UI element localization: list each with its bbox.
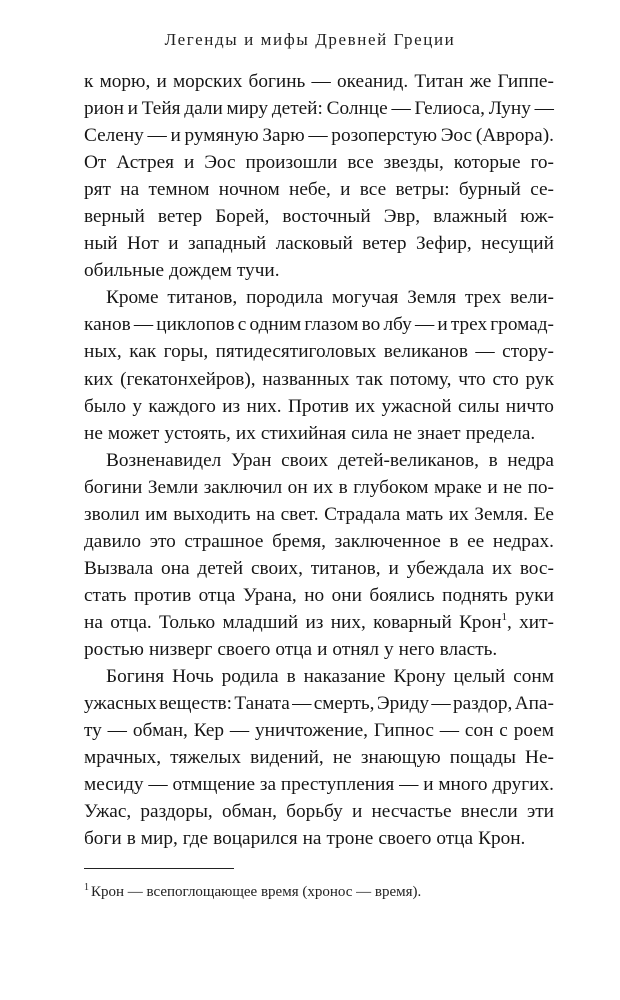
word: эти: [526, 801, 554, 823]
word: недра: [507, 449, 554, 471]
word: их: [448, 503, 469, 525]
text-line: [84, 122, 554, 149]
word: и: [487, 476, 498, 498]
text-line: [84, 717, 554, 744]
word: целый: [453, 666, 506, 688]
word: и: [170, 125, 181, 147]
word: Урана,: [242, 584, 297, 606]
word: ужасной: [381, 395, 452, 417]
word: не: [393, 422, 413, 444]
word: пятидесятиголовых: [215, 341, 377, 363]
word: своих: [281, 449, 329, 471]
text-line: [84, 68, 554, 95]
body-text: [84, 68, 554, 852]
word: ничто: [505, 395, 554, 417]
word: глубоком: [353, 476, 429, 498]
word: так: [356, 368, 383, 390]
word: —: [148, 774, 168, 796]
word: Крону: [393, 666, 446, 688]
word: ночном: [218, 179, 280, 201]
word: в: [449, 530, 459, 552]
word: на: [84, 611, 103, 633]
word: в: [126, 828, 136, 850]
word: борьбу: [286, 801, 343, 823]
word: титанов,: [310, 557, 381, 579]
word: отнял: [332, 638, 380, 660]
footnote-rule: [84, 868, 234, 869]
word: во: [361, 314, 381, 336]
word: них,: [330, 611, 366, 633]
word: выходить: [173, 503, 251, 525]
word: все: [347, 152, 374, 174]
word: —: [431, 693, 451, 715]
word: Астрея: [116, 152, 175, 174]
word: ный: [84, 233, 118, 255]
word: —: [229, 720, 250, 742]
word: их: [355, 395, 376, 417]
word: она: [161, 557, 190, 579]
footnote: [84, 884, 421, 901]
word: океанид.: [337, 71, 409, 92]
word: обман,: [132, 720, 188, 742]
word: Крон.: [478, 828, 526, 850]
word: богинь: [248, 71, 306, 92]
word: ту: [84, 720, 102, 742]
word: —: [534, 98, 554, 120]
word: видений,: [250, 747, 324, 769]
text-line: [84, 582, 554, 609]
word: рук: [525, 368, 554, 390]
paragraph: [84, 68, 554, 284]
running-head: Легенды и мифы Древней Греции: [164, 30, 456, 49]
text-line: [84, 311, 554, 338]
word: которые: [453, 152, 521, 174]
word: наказание: [303, 666, 386, 688]
word: и: [156, 71, 167, 92]
word: стать: [84, 584, 127, 606]
paragraph: [84, 284, 554, 446]
word: детей:: [271, 98, 323, 120]
word: ее: [467, 530, 485, 552]
word: с: [237, 314, 247, 336]
word: Против: [288, 395, 349, 417]
word: несчастье: [371, 801, 452, 823]
word: мраке: [433, 476, 482, 498]
word: боялись: [369, 584, 435, 606]
word: тяжелых: [170, 747, 242, 769]
word: горы,: [163, 341, 209, 363]
text-line: [84, 176, 554, 203]
word: вос-: [519, 557, 554, 579]
word: —: [414, 314, 435, 336]
text-line: [84, 230, 554, 257]
word: из: [305, 611, 324, 633]
word: детей: [197, 557, 244, 579]
word: румяную: [184, 125, 259, 147]
word: Ужас,: [84, 801, 132, 823]
word: Эос: [440, 125, 473, 147]
word: дождем: [169, 260, 232, 282]
word: раздоры,: [140, 801, 213, 823]
word: силы: [457, 395, 500, 417]
word: произошли: [245, 152, 338, 174]
word: сила: [351, 422, 389, 444]
word: одним: [249, 314, 302, 336]
word: зволил: [84, 503, 140, 525]
word: воцарился: [213, 828, 298, 850]
word: он: [287, 476, 308, 498]
word: недрах.: [492, 530, 554, 552]
word: названных: [262, 368, 350, 390]
word: них.: [246, 395, 282, 417]
word: Возненавидел: [106, 449, 222, 471]
word: морских: [172, 71, 243, 92]
word: него: [398, 638, 435, 660]
word: они: [331, 584, 362, 606]
word: заключил: [203, 476, 283, 498]
word: Титан: [414, 71, 464, 92]
word: боги: [84, 828, 122, 850]
word: к: [84, 71, 94, 92]
paragraph: [84, 447, 554, 663]
word: много: [438, 774, 488, 796]
text-line: [84, 528, 554, 555]
word: мрачных,: [84, 747, 162, 769]
word: Земли: [147, 476, 199, 498]
word: ветры:: [395, 179, 450, 201]
word: (Аврора).: [475, 125, 554, 147]
text-line: [84, 663, 554, 690]
word: своего: [378, 828, 432, 850]
word: роем: [513, 720, 554, 742]
word: ростью: [84, 638, 144, 660]
word: рион: [84, 98, 124, 120]
word: верный: [84, 206, 145, 228]
word: на: [256, 503, 276, 525]
word: богини: [84, 476, 143, 498]
word: свет.: [280, 503, 319, 525]
word: Тейя: [141, 98, 181, 120]
word: мир,: [140, 828, 178, 850]
text-line: [84, 744, 554, 771]
word: Земля: [407, 287, 457, 309]
paragraph: [84, 663, 554, 852]
word: раздор,: [452, 693, 513, 715]
word: Ее: [533, 503, 554, 525]
word: давило: [84, 530, 142, 552]
word: пощады: [449, 747, 516, 769]
word: ных,: [84, 341, 122, 363]
word: обман,: [221, 801, 277, 823]
text-line: [84, 501, 554, 528]
word: может: [107, 422, 160, 444]
word: Апа-: [514, 693, 554, 715]
word: Гелиоса,: [414, 98, 485, 120]
word: страшное: [184, 530, 264, 552]
word: отмщение: [172, 774, 256, 796]
word: Ночь: [172, 666, 214, 688]
word: устоять,: [164, 422, 231, 444]
word: Солнце: [326, 98, 388, 120]
word: сонм: [513, 666, 554, 688]
word: породила: [246, 287, 324, 309]
word: Гиппе-: [497, 71, 554, 92]
word: не: [332, 747, 352, 769]
word: великанов: [383, 341, 468, 363]
word: в: [338, 476, 348, 498]
word: канов: [84, 314, 131, 336]
word: миру: [226, 98, 269, 120]
word: это: [149, 530, 176, 552]
word: тучи.: [236, 260, 280, 282]
text-line: [84, 366, 554, 393]
word: отца.: [110, 611, 152, 633]
word: каждого: [148, 395, 216, 417]
word: и: [127, 98, 138, 120]
word: могучая: [331, 287, 399, 309]
word: веществ:: [159, 693, 232, 715]
text-line: [84, 609, 554, 636]
word: Зефир,: [415, 233, 472, 255]
word: —: [391, 98, 411, 120]
word: Кроме: [106, 287, 159, 309]
word: из: [222, 395, 241, 417]
word: Эвр,: [383, 206, 421, 228]
word: вели-: [510, 287, 554, 309]
word: не: [503, 476, 523, 498]
word: и: [317, 638, 328, 660]
word: Луну: [488, 98, 531, 120]
word: циклопов: [156, 314, 235, 336]
text-line: [84, 149, 554, 176]
word: Земля.: [474, 503, 529, 525]
word: Кер: [193, 720, 225, 742]
word: им: [145, 503, 168, 525]
footnote-number: 1: [84, 882, 89, 893]
word: —: [439, 720, 460, 742]
word: заключенное: [334, 530, 441, 552]
word: Только: [159, 611, 216, 633]
word: мать: [405, 503, 444, 525]
word: своего: [217, 638, 271, 660]
word: —: [133, 314, 154, 336]
word: и: [437, 314, 448, 336]
word: низверг: [148, 638, 213, 660]
word: От: [84, 152, 107, 174]
word: руки: [515, 584, 554, 606]
word: громад-: [490, 314, 554, 336]
word: знающую: [360, 747, 441, 769]
text-line: [84, 203, 554, 230]
word: у: [384, 638, 394, 660]
word: что: [458, 368, 486, 390]
text-line: [84, 257, 554, 284]
word: бремя,: [272, 530, 326, 552]
text-line: [84, 393, 554, 420]
word: —: [475, 341, 495, 363]
word: трех: [464, 287, 502, 309]
word: как: [129, 341, 157, 363]
text-line: [84, 690, 554, 717]
word: ужасных: [84, 693, 157, 715]
word: отца: [198, 584, 236, 606]
text-line: [84, 420, 554, 447]
word: сто: [492, 368, 519, 390]
word: отца: [275, 638, 313, 660]
word: Страдала: [324, 503, 401, 525]
word: хит-: [519, 611, 554, 633]
word: в: [488, 449, 498, 471]
word: отца: [436, 828, 474, 850]
word: уничтожение,: [255, 720, 368, 742]
word: —: [399, 774, 419, 796]
word: лбу: [383, 314, 412, 336]
word: все: [359, 179, 387, 201]
word: юж-: [520, 206, 554, 228]
word: Борей,: [215, 206, 270, 228]
text-line: [84, 474, 554, 501]
word: их: [235, 422, 256, 444]
word: и: [168, 233, 179, 255]
word: ких: [84, 368, 114, 390]
word: (гекатонхейров),: [120, 368, 256, 390]
word: с: [499, 720, 508, 742]
word: месиду: [84, 774, 144, 796]
footnote-text: Крон — всепоглощающее время (хронос — время).: [91, 884, 422, 900]
word: Зарю: [262, 125, 305, 147]
word: у: [132, 395, 143, 417]
word: глазом: [304, 314, 359, 336]
word: других.: [492, 774, 554, 796]
word: за: [259, 774, 277, 796]
word: Крон1,: [459, 610, 512, 633]
word: поднять: [442, 584, 508, 606]
word: Эриду: [376, 693, 429, 715]
word: —: [311, 71, 331, 92]
word: по-: [527, 476, 554, 498]
word: —: [147, 125, 167, 147]
text-line: [84, 825, 554, 852]
word: восточный: [282, 206, 371, 228]
text-line: [84, 284, 554, 311]
word: розоперстую: [331, 125, 438, 147]
word: Вызвала: [84, 557, 154, 579]
word: своих,: [250, 557, 303, 579]
text-line: [84, 447, 554, 474]
word: ветер: [362, 233, 407, 255]
word: предела.: [465, 422, 536, 444]
word: дали: [184, 98, 223, 120]
word: —: [107, 720, 127, 742]
word: Эос: [204, 152, 236, 174]
text-line: [84, 771, 554, 798]
word: преступления: [280, 774, 395, 796]
word: и: [423, 774, 434, 796]
word: бурный: [458, 179, 521, 201]
word: против: [133, 584, 192, 606]
word: обильные: [84, 260, 165, 282]
word: го-: [530, 152, 554, 174]
word: западный: [188, 233, 267, 255]
word: стору-: [502, 341, 554, 363]
word: знает: [417, 422, 461, 444]
word: детей-великанов,: [337, 449, 479, 471]
word: внесли: [460, 801, 518, 823]
word: —: [292, 693, 312, 715]
word: се-: [530, 179, 554, 201]
text-line: [84, 798, 554, 825]
word: родила: [221, 666, 279, 688]
word: несущий: [481, 233, 554, 255]
word: трех: [450, 314, 488, 336]
word: не: [84, 422, 103, 444]
word: их: [313, 476, 334, 498]
word: Гипнос: [373, 720, 434, 742]
word: влажный: [433, 206, 508, 228]
word: стихийная: [260, 422, 347, 444]
word: коварный: [373, 611, 452, 633]
word: было: [84, 395, 127, 417]
word: Богиня: [106, 666, 165, 688]
word: Таната: [234, 693, 290, 715]
word: Селену: [84, 125, 144, 147]
word: и: [183, 152, 195, 174]
word: сон: [464, 720, 494, 742]
word: смерть,: [313, 693, 375, 715]
word: потому,: [389, 368, 452, 390]
text-line: [84, 636, 554, 663]
word: рят: [84, 179, 111, 201]
word: морю,: [99, 71, 151, 92]
text-line: [84, 338, 554, 365]
word: ветер: [157, 206, 203, 228]
word: но: [304, 584, 325, 606]
word: их: [492, 557, 512, 579]
word: Уран: [230, 449, 272, 471]
word: небе,: [289, 179, 331, 201]
word: титанов,: [167, 287, 238, 309]
word: убеждала: [406, 557, 485, 579]
word: Не-: [525, 747, 554, 769]
word: и: [340, 179, 351, 201]
word: и: [351, 801, 363, 823]
text-line: [84, 555, 554, 582]
text-line: [84, 95, 554, 122]
word: в: [286, 666, 296, 688]
word: темном: [148, 179, 210, 201]
word: где: [182, 828, 209, 850]
word: звезды,: [383, 152, 444, 174]
word: и: [388, 557, 399, 579]
word: троне: [326, 828, 374, 850]
word: на: [302, 828, 322, 850]
word: на: [120, 179, 140, 201]
word: ласковый: [275, 233, 353, 255]
word: младший: [222, 611, 299, 633]
word: Нот: [127, 233, 159, 255]
word: власть.: [439, 638, 498, 660]
word: же: [469, 71, 492, 92]
word: —: [308, 125, 328, 147]
